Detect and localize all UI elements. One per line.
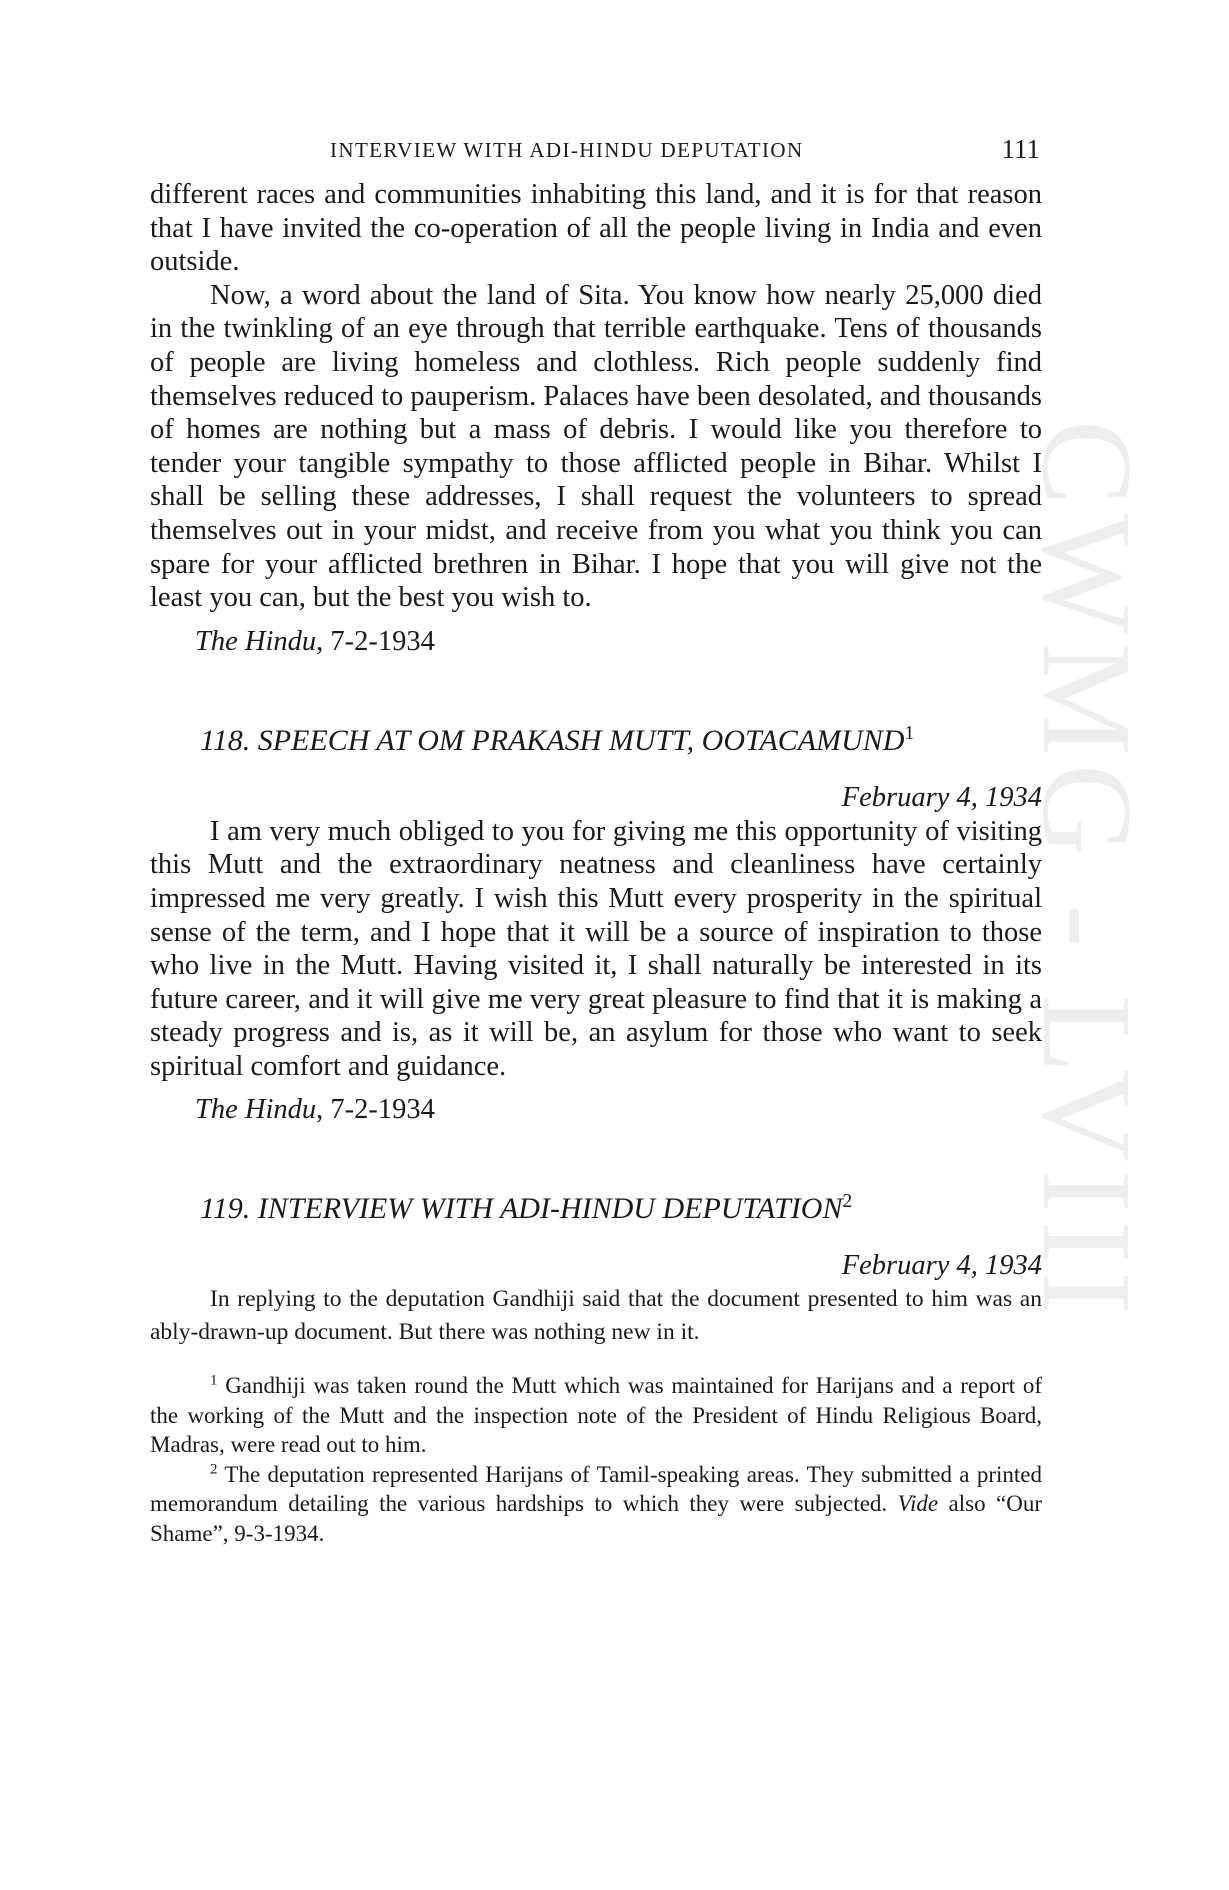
watermark xyxy=(1016,420,1158,1430)
footnote-text: Gandhiji was taken round the Mutt which was maintained for Harijans and a report of the working of the Mutt and the inspection note of the President of Hindu Religious Board, Madras, were read out to him. xyxy=(150,1373,1043,1458)
footnote-2 xyxy=(150,1460,1042,1549)
footnote-text: The deputation represented Harijans of Tamil-speaking areas. They submitted a printed memorandum detailing the various hardships to which they were subjected. xyxy=(150,1461,1042,1517)
continued-paragraph-2: Now, a word about the land of Sita. You know how nearly 25,000 died in the twinkling of an eye through that terrible earthquake. Tens of thousands of people are living homeless and clothless. Rich people suddenly find themselves reduced to pauperism. Palaces have been desolated, and thousands of homes are nothing but a mass of debris. I would like you therefore to tender your tangible sympathy to those afflicted people in Bihar. Whilst I shall be selling these addresses, I shall request the volunteers to spread themselves out in your midst, and receive from you what you think you can spare for your afflicted brethren in Bihar. I hope that you will give not the least you can, but the best you wish to. xyxy=(150,279,1042,614)
speech-paragraph: I am very much obliged to you for giving me this opportunity of visiting this Mutt and the extraordinary neatness and cleanliness have certainly impressed me very greatly. I wish this Mutt every prosperity in the spiritual sense of the term, and I hope that it will be a source of inspiration to those who live in the Mutt. Having visited it, I shall naturally be interested in its future career, and it will give me very great pleasure to find that it is making a steady progress and is, as it will be, an asylum for those who want to seek spiritual comfort and guidance. xyxy=(150,815,1042,1082)
footnote-vide: Vide xyxy=(897,1491,939,1517)
interview-paragraph: In replying to the deputation Gandhiji said that the document presented to him was an ably-drawn-up document. But there was nothing new in it. xyxy=(150,1286,1042,1346)
source-title: The Hindu xyxy=(195,625,317,657)
source-date: , 7-2-1934 xyxy=(316,625,435,657)
running-head: INTERVIEW WITH ADI-HINDU DEPUTATION xyxy=(330,138,804,162)
footnote-1 xyxy=(150,1371,1042,1460)
heading-text: 118. SPEECH AT OM PRAKASH MUTT, OOTACAMUND xyxy=(200,723,905,757)
footnotes xyxy=(150,1371,1042,1548)
footnote-marker: 1 xyxy=(904,722,915,744)
section-heading-118 xyxy=(200,723,1042,759)
footnote-marker: 2 xyxy=(842,1191,853,1213)
page-header xyxy=(150,134,1040,164)
heading-text: 119. INTERVIEW WITH ADI-HINDU DEPUTATION xyxy=(200,1192,843,1226)
source-title: The Hindu xyxy=(195,1094,317,1126)
source-date: , 7-2-1934 xyxy=(316,1094,435,1126)
section-date: February 4, 1934 xyxy=(841,781,1042,813)
footnote-marker: 2 xyxy=(210,1461,218,1478)
page-number: 111 xyxy=(1001,134,1040,164)
source-citation xyxy=(195,1093,1042,1127)
page-body xyxy=(150,178,1042,1548)
footnote-text: also “Our Shame”, 9-3-1934. xyxy=(150,1491,1042,1546)
continued-paragraph-1: different races and communities inhabiting this land, and it is for that reason that I have invited the co-operation of all the people living in India and even outside. xyxy=(150,179,1042,278)
footnote-marker: 1 xyxy=(210,1372,218,1389)
source-citation xyxy=(195,625,1042,659)
watermark-text: CWMG - LVIII xyxy=(1016,420,1158,1322)
section-heading-119 xyxy=(200,1191,1042,1227)
section-date: February 4, 1934 xyxy=(841,1250,1042,1282)
